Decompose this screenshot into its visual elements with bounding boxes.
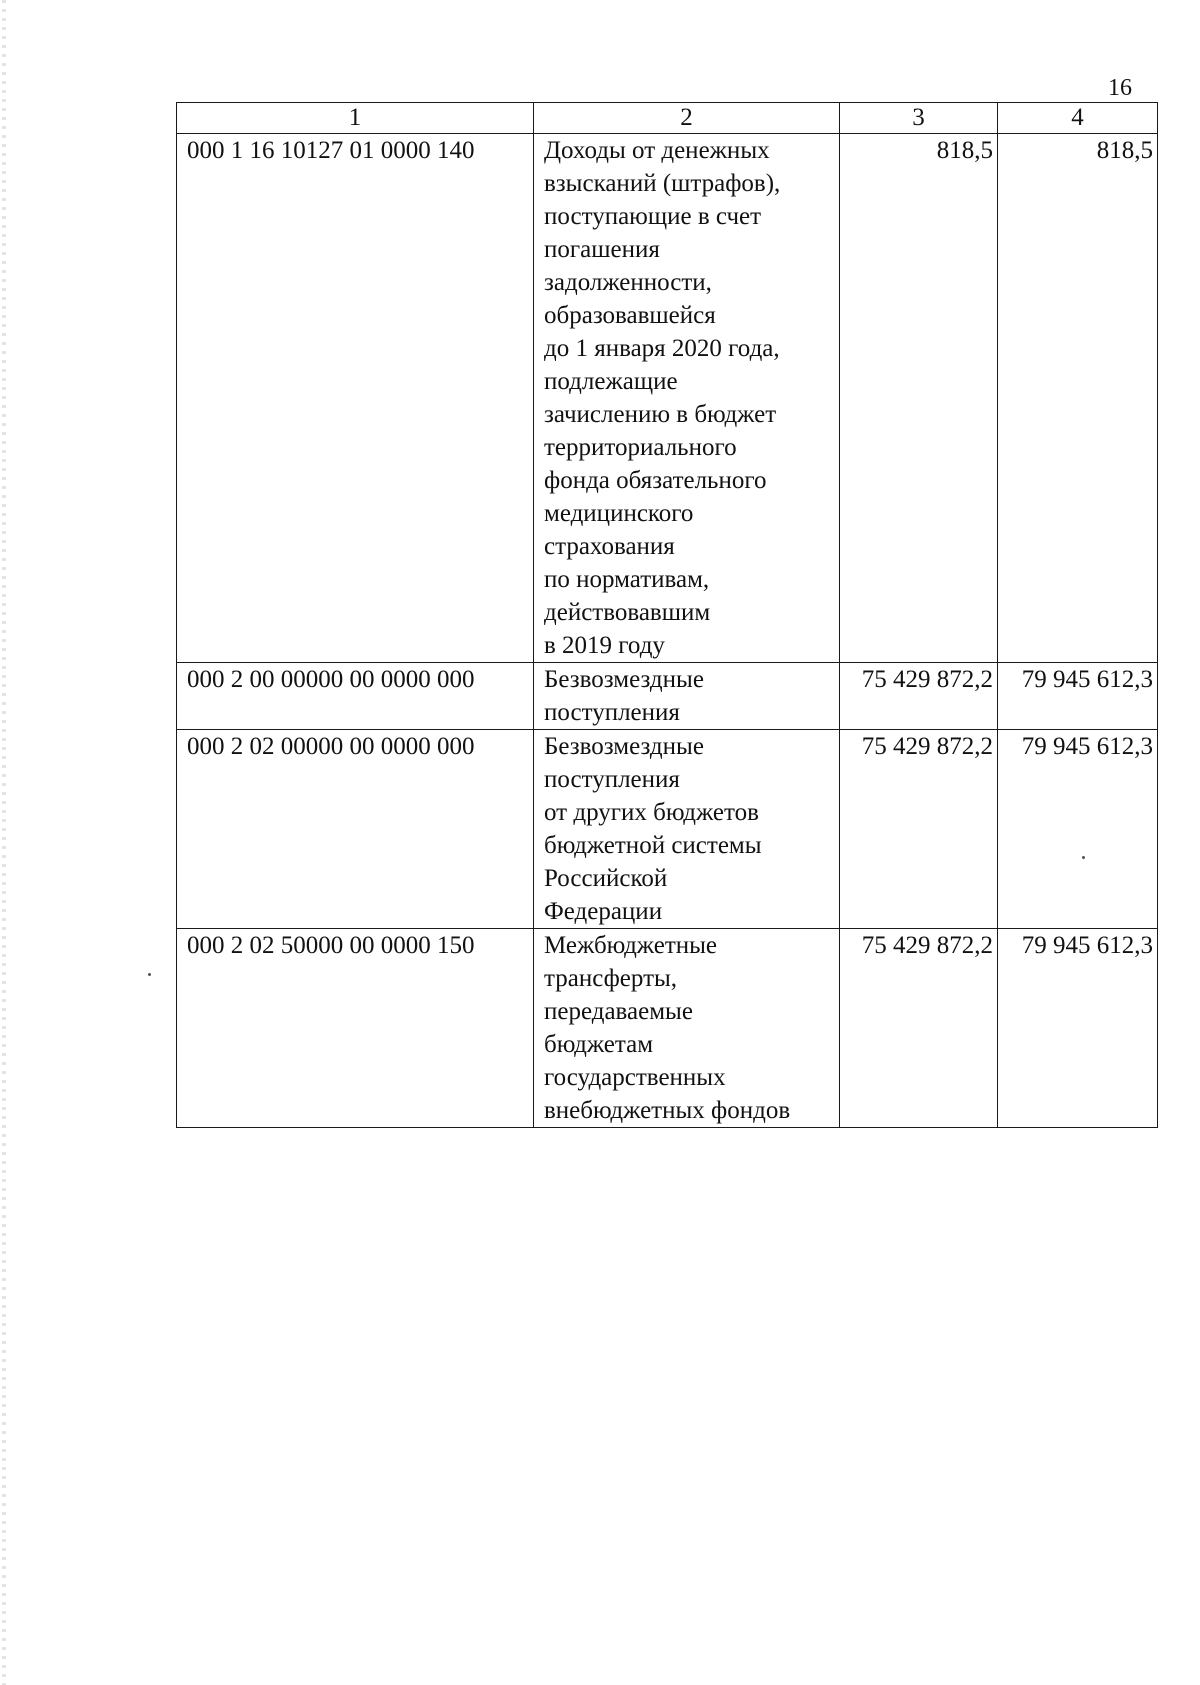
scan-speck: [148, 973, 151, 976]
amount-col3: 75 429 872,2: [840, 730, 998, 929]
budget-classification-code: 000 2 02 50000 00 0000 150: [177, 929, 534, 1128]
column-header-4: 4: [998, 103, 1158, 134]
amount-col4: 79 945 612,3: [998, 730, 1158, 929]
amount-col3: 818,5: [840, 134, 998, 663]
table-row: [177, 134, 1158, 663]
revenue-name-line: трансферты,: [544, 965, 678, 992]
revenue-name-line: медицинского: [544, 500, 694, 527]
column-header-2: 2: [534, 103, 840, 134]
budget-classification-code: 000 2 02 00000 00 0000 000: [177, 730, 534, 929]
revenue-name-line: бюджетной системы: [544, 832, 762, 859]
revenue-name-line: внебюджетных фондов: [544, 1097, 791, 1124]
revenue-name-line: по нормативам,: [544, 566, 710, 593]
column-header-3: 3: [840, 103, 998, 134]
amount-col3: 75 429 872,2: [840, 663, 998, 730]
amount-col3: 75 429 872,2: [840, 929, 998, 1128]
revenue-name-line: бюджетам: [544, 1031, 654, 1058]
table-row: [177, 663, 1158, 730]
revenue-name-line: в 2019 году: [544, 632, 665, 659]
revenue-name: [534, 663, 840, 730]
budget-revenue-table: [176, 102, 1158, 1128]
revenue-name-line: поступающие в счет: [544, 203, 762, 230]
column-header-1: 1: [177, 103, 534, 134]
amount-col4: 79 945 612,3: [998, 929, 1158, 1128]
revenue-name-line: от других бюджетов: [544, 799, 759, 826]
revenue-name-line: Безвозмездные: [544, 733, 704, 760]
revenue-name-line: зачислению в бюджет: [544, 401, 777, 428]
revenue-name-line: до 1 января 2020 года,: [544, 335, 780, 362]
revenue-name-line: поступления: [544, 699, 680, 726]
revenue-name-line: Межбюджетные: [544, 932, 718, 959]
revenue-name-line: Доходы от денежных: [544, 137, 770, 164]
revenue-name-line: государственных: [544, 1064, 726, 1091]
revenue-name: [534, 730, 840, 929]
budget-classification-code: 000 1 16 10127 01 0000 140: [177, 134, 534, 663]
revenue-name-line: Безвозмездные: [544, 666, 704, 693]
amount-col4: 818,5: [998, 134, 1158, 663]
revenue-name-line: страхования: [544, 533, 675, 560]
revenue-name-line: Российской: [544, 865, 668, 892]
revenue-name-line: подлежащие: [544, 368, 678, 395]
revenue-name-line: территориального: [544, 434, 737, 461]
revenue-name: [534, 929, 840, 1128]
revenue-name-line: образовавшейся: [544, 302, 716, 329]
budget-classification-code: 000 2 00 00000 00 0000 000: [177, 663, 534, 730]
revenue-name-line: погашения: [544, 236, 660, 263]
revenue-name-line: передаваемые: [544, 998, 693, 1025]
revenue-name-line: Федерации: [544, 898, 663, 925]
revenue-name: [534, 134, 840, 663]
revenue-name-line: фонда обязательного: [544, 467, 767, 494]
page-number: 16: [1108, 75, 1132, 101]
table-row: [177, 730, 1158, 929]
amount-col4: 79 945 612,3: [998, 663, 1158, 730]
table-header-row: [177, 103, 1158, 134]
scan-edge-artifact: [2, 0, 6, 1685]
revenue-name-line: взысканий (штрафов),: [544, 170, 781, 197]
revenue-name-line: действовавшим: [544, 599, 711, 626]
table-row: [177, 929, 1158, 1128]
revenue-name-line: поступления: [544, 766, 680, 793]
revenue-name-line: задолженности,: [544, 269, 712, 296]
